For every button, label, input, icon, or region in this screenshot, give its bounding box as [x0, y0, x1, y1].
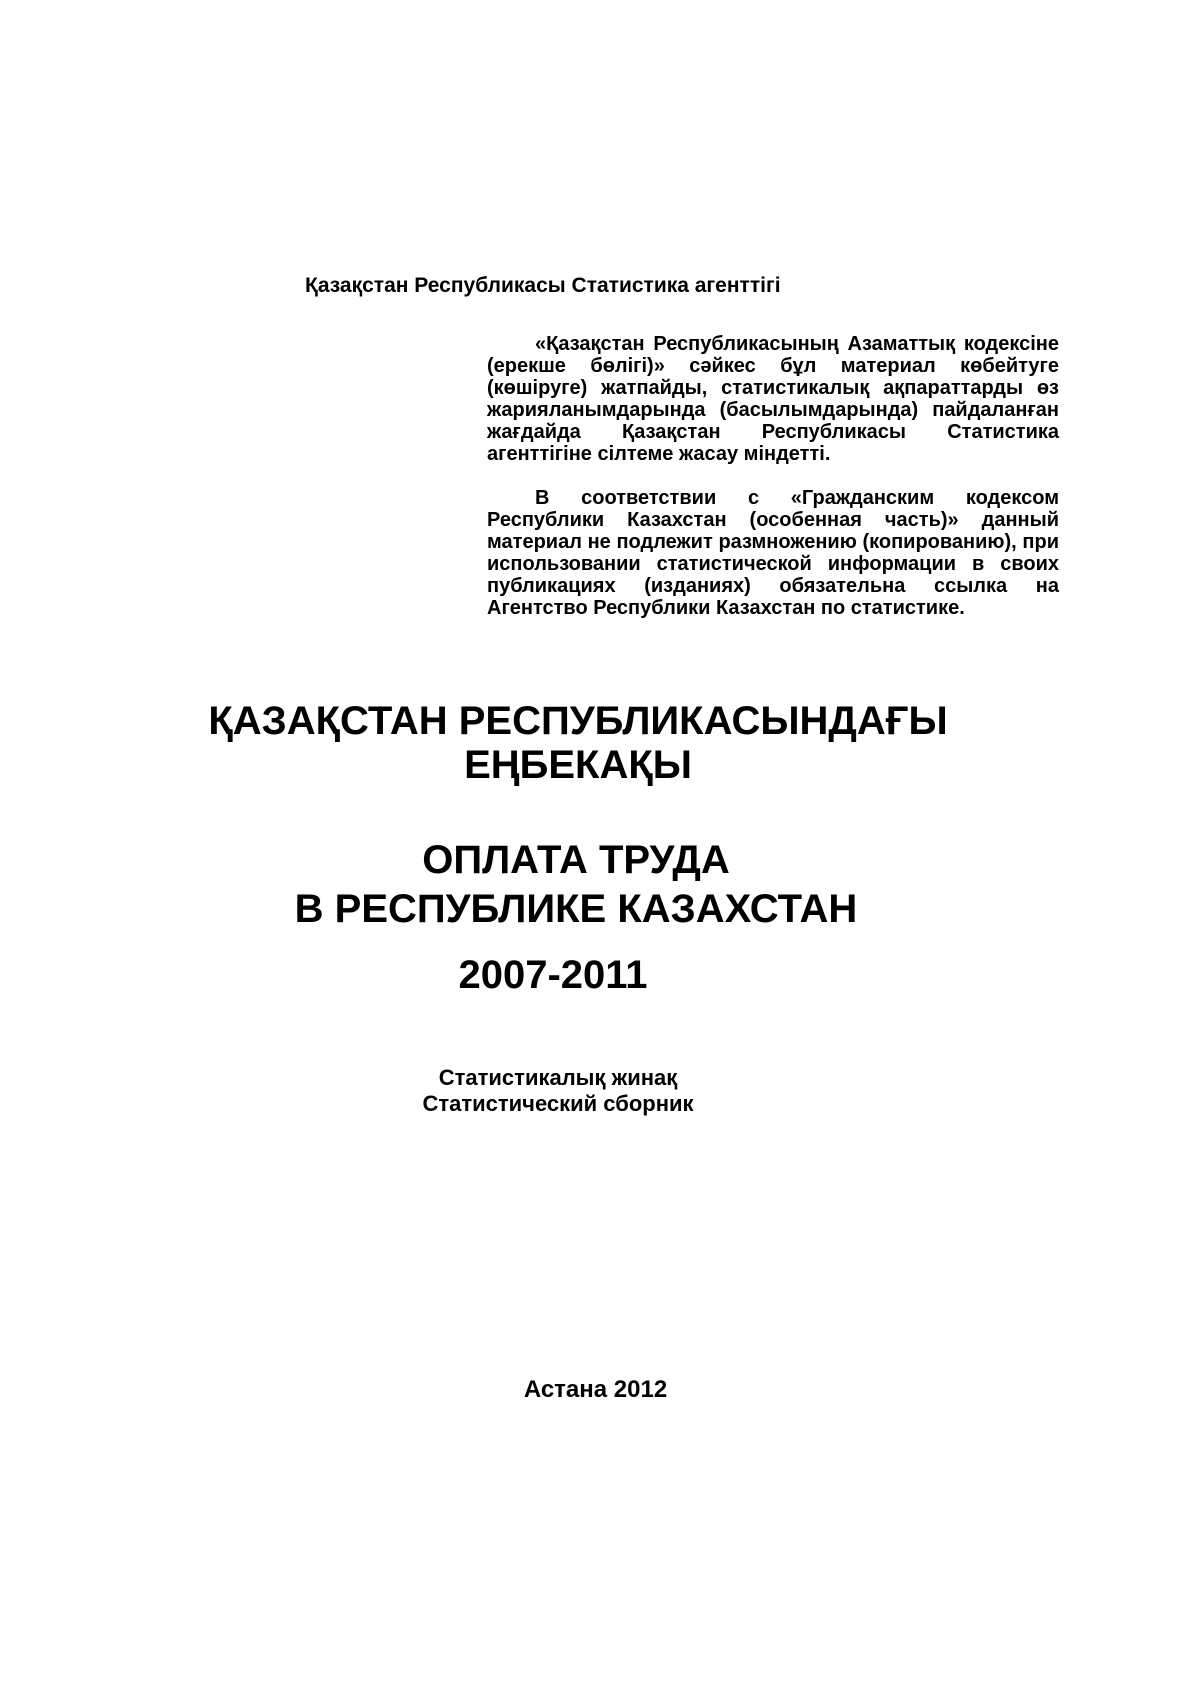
- coverage-years: 2007-2011: [458, 953, 648, 997]
- main-title-kazakh-line1: ҚАЗАҚСТАН РЕСПУБЛИКАСЫНДАҒЫ: [208, 699, 948, 743]
- copyright-notice: [487, 333, 1059, 619]
- main-title-russian-line1: ОПЛАТА ТРУДА: [422, 838, 730, 882]
- copyright-paragraph-russian: В соответствии с «Гражданским кодексом Республики Казахстан (особенная часть)» данный материал не подлежит размножению (копированию), при использовании статистической информации в своих публикациях (изданиях) обязательна ссылка на Агентство Республики Казахстан по статистике.: [487, 487, 1059, 619]
- agency-name: Қазақстан Республикасы Статистика агенттігі: [305, 274, 781, 297]
- main-title-kazakh-line2: ЕҢБЕКАҚЫ: [464, 743, 692, 787]
- subtitle-kazakh: Статистикалық жинақ: [438, 1065, 678, 1090]
- publication-subtitle: [0, 1065, 1116, 1117]
- copyright-paragraph-kazakh: «Қазақстан Республикасының Азаматтық кодексіне (ерекше бөлігі)» сәйкес бұл материал көбейтуге (көшіруге) жатпайды, статистикалық ақпараттарды өз жарияланымдарында (басылымдарында) пайдаланған жағдайда Қазақстан Республикасы Статистика агенттігіне сілтеме жасау міндетті.: [487, 333, 1059, 465]
- main-title-kazakh: [0, 699, 1156, 787]
- main-title-russian: [0, 836, 1152, 934]
- subtitle-russian: Статистический сборник: [422, 1091, 694, 1116]
- main-title-russian-line2: В РЕСПУБЛИКЕ КАЗАХСТАН: [294, 887, 858, 931]
- imprint-city-year: Астана 2012: [523, 1376, 668, 1403]
